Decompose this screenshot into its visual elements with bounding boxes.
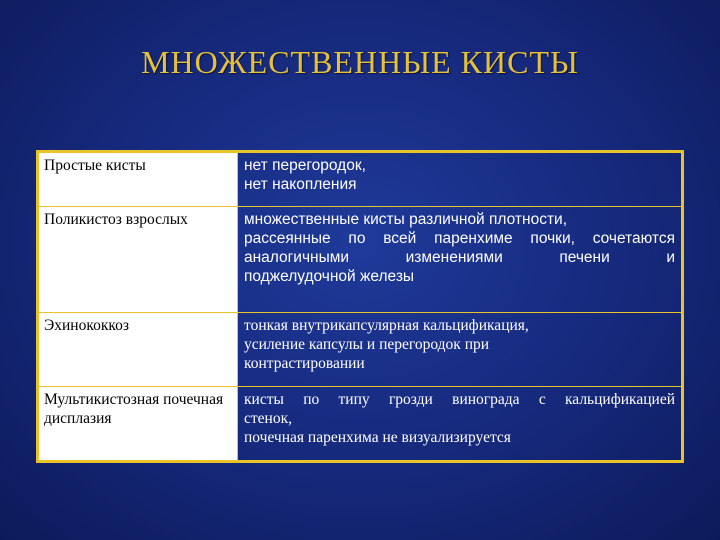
- cyst-table: [36, 150, 684, 463]
- description-line: стенок,: [244, 410, 292, 427]
- row-label: Простые кисты: [38, 152, 238, 207]
- row-description: [238, 387, 683, 462]
- description-line: усиление капсулы и перегородок при: [244, 336, 490, 353]
- row-description: [238, 313, 683, 387]
- table-row: [38, 152, 683, 207]
- table-row: [38, 387, 683, 462]
- table-row: [38, 313, 683, 387]
- description-line: аналогичными изменениями печени и: [244, 249, 675, 266]
- row-label: Мультикистозная почечная дисплазия: [38, 387, 238, 462]
- description-line: контрастировании: [244, 355, 365, 372]
- description-line: множественные кисты различной плотности,: [244, 211, 568, 228]
- description-line: поджелудочной железы: [244, 268, 415, 285]
- row-label: Эхинококкоз: [38, 313, 238, 387]
- description-line: кисты по типу грозди винограда с кальцификацией: [244, 391, 675, 408]
- table-row: [38, 207, 683, 313]
- description-line: нет перегородок,: [244, 157, 366, 174]
- description-line: тонкая внутрикапсулярная кальцификация,: [244, 317, 529, 334]
- cyst-table-grid: [36, 150, 684, 463]
- description-line: нет накопления: [244, 176, 357, 193]
- description-line: рассеянные по всей паренхиме почки, сочетаются: [244, 230, 675, 247]
- row-label: Поликистоз взрослых: [38, 207, 238, 313]
- row-description: [238, 152, 683, 207]
- slide-title: МНОЖЕСТВЕННЫЕ КИСТЫ: [141, 44, 579, 80]
- description-line: почечная паренхима не визуализируется: [244, 429, 511, 446]
- row-description: [238, 207, 683, 313]
